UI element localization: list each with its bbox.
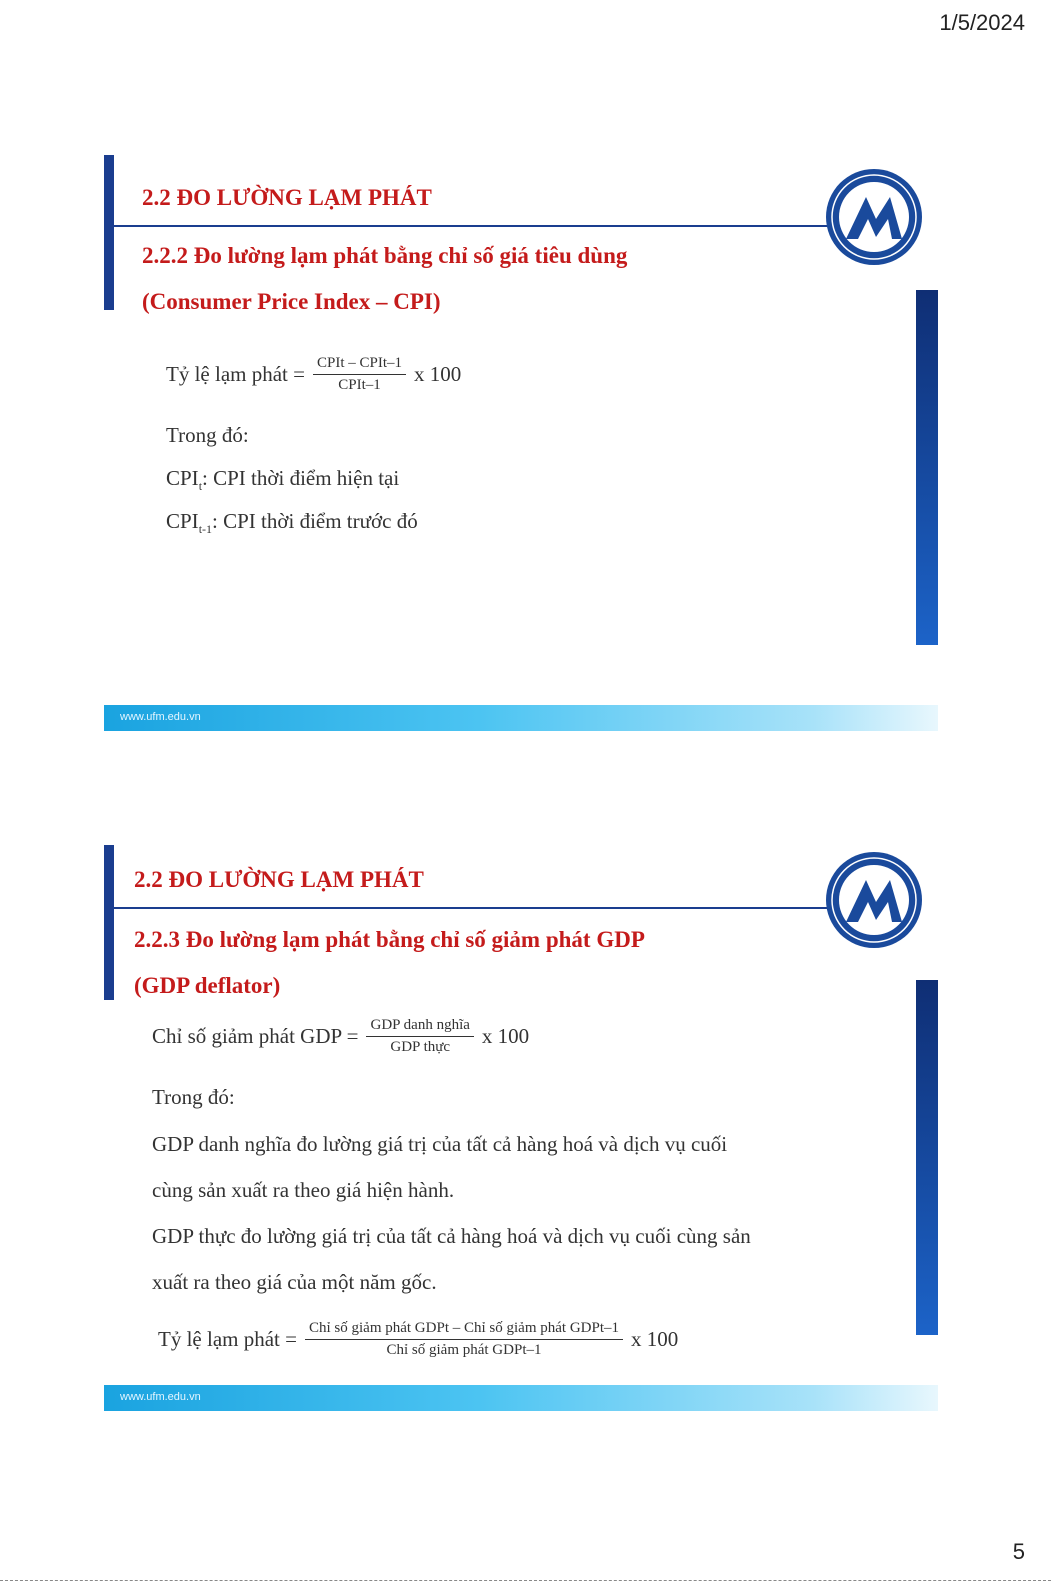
formula-fraction [366, 1017, 473, 1056]
formula-rhs: x 100 [481, 1024, 530, 1048]
formula-numerator: GDP danh nghĩa [366, 1017, 473, 1037]
slide-subtitle-en: (Consumer Price Index – CPI) [142, 289, 441, 314]
page-date: 1/5/2024 [939, 10, 1025, 35]
formula-fraction [305, 1320, 623, 1359]
title-divider [114, 225, 828, 227]
inflation-rate-formula [158, 1320, 678, 1359]
cpi-label: CPI [166, 466, 199, 490]
formula-denominator: CPIt–1 [338, 377, 381, 393]
formula-numerator: CPIt – CPIt–1 [313, 355, 406, 375]
real-gdp-line1: GDP thực đo lường giá trị của tất cả hàng hoá và dịch vụ cuối cùng sản [152, 1224, 751, 1248]
slide-cpi [104, 155, 948, 740]
formula-fraction [313, 355, 406, 394]
slide-subtitle-en: (GDP deflator) [134, 973, 281, 998]
page-number: 5 [1012, 1539, 1025, 1564]
footer-url: www.ufm.edu.vn [120, 711, 201, 723]
cpi-t-definition [166, 466, 399, 494]
formula-rhs: x 100 [414, 362, 462, 386]
page-bottom-rule [0, 1580, 1051, 1581]
cpi-t-text: : CPI thời điểm hiện tại [202, 466, 400, 490]
right-accent-bar [916, 980, 938, 1335]
slide-subtitle: 2.2.3 Đo lường lạm phát bằng chỉ số giảm phát GDP [134, 927, 645, 952]
university-logo-icon [824, 167, 924, 267]
formula-lhs: Tỷ lệ lạm phát = [166, 362, 305, 386]
where-label: Trong đó: [166, 423, 249, 447]
formula-lhs: Chỉ số giảm phát GDP = [152, 1024, 359, 1048]
inflation-formula [166, 355, 461, 394]
slide-title: 2.2 ĐO LƯỜNG LẠM PHÁT [142, 185, 432, 210]
formula-rhs: x 100 [631, 1327, 679, 1351]
formula-numerator: Chỉ số giảm phát GDPt – Chỉ số giảm phát GDPt–1 [305, 1320, 623, 1340]
cpi-subscript: t [198, 479, 203, 494]
footer-url: www.ufm.edu.vn [120, 1391, 201, 1403]
formula-denominator: Chỉ số giảm phát GDPt–1 [386, 1342, 542, 1358]
where-label: Trong đó: [152, 1085, 235, 1109]
real-gdp-line2: xuất ra theo giá của một năm gốc. [152, 1270, 437, 1294]
cpi-subscript: t-1 [198, 522, 213, 537]
gdp-deflator-formula [152, 1017, 529, 1056]
left-accent-bar [104, 155, 114, 310]
footer-bar [104, 705, 938, 731]
left-accent-bar [104, 845, 114, 1000]
formula-lhs: Tỷ lệ lạm phát = [158, 1327, 297, 1351]
cpi-t1-definition [166, 509, 418, 537]
cpi-t1-text: : CPI thời điểm trước đó [212, 509, 418, 533]
slide-subtitle: 2.2.2 Đo lường lạm phát bằng chỉ số giá tiêu dùng [142, 243, 628, 268]
slide-gdp-deflator [104, 845, 948, 1430]
nominal-gdp-line2: cùng sản xuất ra theo giá hiện hành. [152, 1178, 455, 1202]
formula-denominator: GDP thực [390, 1039, 451, 1055]
right-accent-bar [916, 290, 938, 645]
nominal-gdp-line1: GDP danh nghĩa đo lường giá trị của tất cả hàng hoá và dịch vụ cuối [152, 1132, 728, 1156]
cpi-label: CPI [166, 509, 199, 533]
title-divider [114, 907, 828, 909]
slide-title: 2.2 ĐO LƯỜNG LẠM PHÁT [134, 867, 424, 892]
footer-bar [104, 1385, 938, 1411]
university-logo-icon [824, 850, 924, 950]
